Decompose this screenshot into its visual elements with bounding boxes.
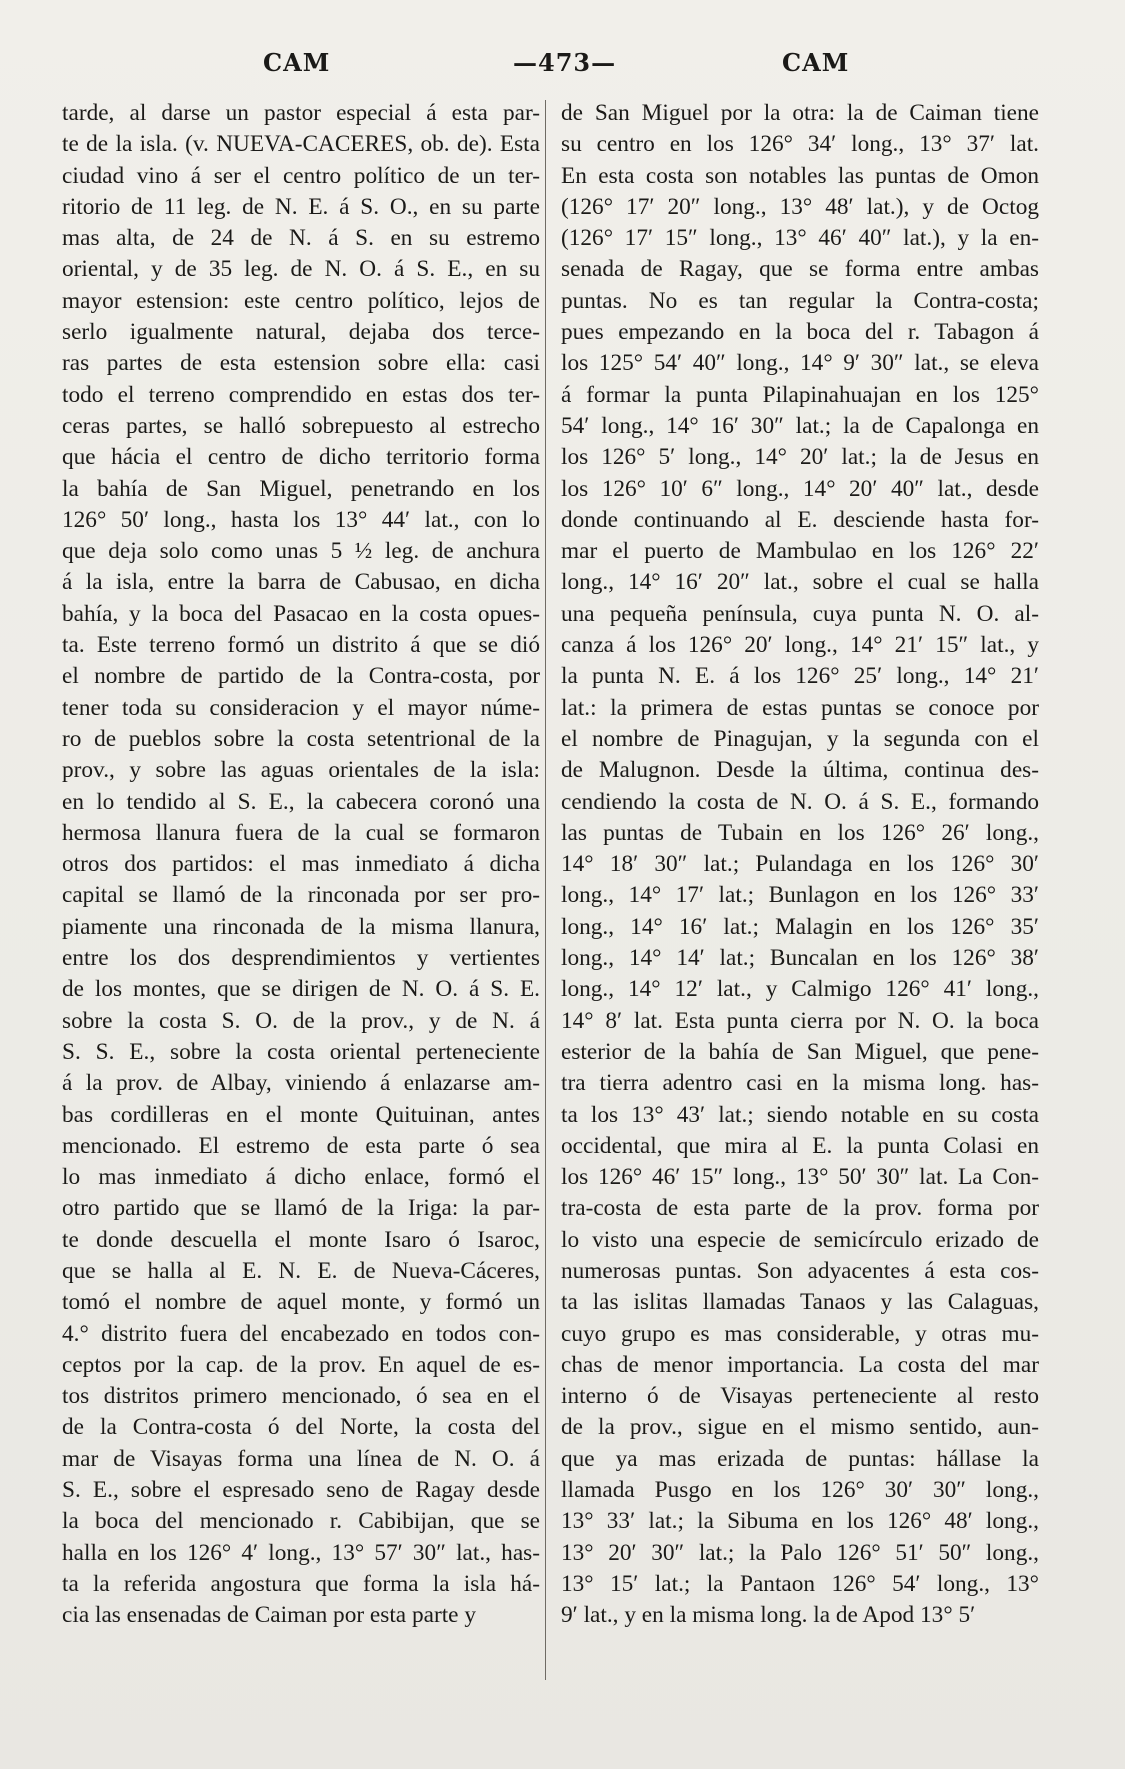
text-line: de Malugnon. Desde la última, continua des- <box>561 757 1039 784</box>
text-line: otros dos partidos: el mas inmediato á dicha <box>62 851 540 878</box>
text-line: mas alta, de 24 de N. á S. en su estremo <box>62 225 540 252</box>
text-line: S. S. E., sobre la costa oriental perteneciente <box>62 1038 540 1065</box>
text-line: todo el terreno comprendido en estas dos ter- <box>62 381 540 408</box>
text-line: ta. Este terreno formó un distrito á que se dió <box>62 632 540 659</box>
text-line: tomó el nombre de aquel monte, y formó un <box>62 1289 540 1316</box>
text-line: que ya mas erizada de puntas: hállase la <box>561 1445 1039 1472</box>
text-line: 14° 18′ 30″ lat.; Pulandaga en los 126° 30′ <box>561 851 1039 878</box>
right-text-column <box>561 98 1039 1632</box>
page-header <box>0 48 1125 88</box>
left-text-column <box>62 98 540 1632</box>
text-line: los 126° 46′ 15″ long., 13° 50′ 30″ lat. La Con- <box>561 1164 1039 1191</box>
text-line: 14° 8′ lat. Esta punta cierra por N. O. la boca <box>561 1007 1039 1034</box>
text-line: long., 14° 17′ lat.; Bunlagon en los 126° 33′ <box>561 882 1039 909</box>
text-line: donde continuando al E. desciende hasta for- <box>561 506 1039 533</box>
text-line: ceptos por la cap. de la prov. En aquel de es- <box>62 1351 540 1378</box>
text-line: cendiendo la costa de N. O. á S. E., formando <box>561 788 1039 815</box>
text-line: el nombre de partido de la Contra-costa, por <box>62 663 540 690</box>
text-line: 126° 50′ long., hasta los 13° 44′ lat., con lo <box>62 506 540 533</box>
text-line: mar el puerto de Mambulao en los 126° 22′ <box>561 538 1039 565</box>
text-line: de la prov., sigue en el mismo sentido, aun- <box>561 1414 1039 1441</box>
text-line: puntas. No es tan regular la Contra-costa; <box>561 287 1039 314</box>
text-line: ciudad vino á ser el centro político de un ter- <box>62 162 540 189</box>
text-line: chas de menor importancia. La costa del mar <box>561 1351 1039 1378</box>
text-line: oriental, y de 35 leg. de N. O. á S. E., en su <box>62 256 540 283</box>
text-line: que hácia el centro de dicho territorio forma <box>62 444 540 471</box>
text-line: long., 14° 16′ lat.; Malagin en los 126° 35′ <box>561 913 1039 940</box>
text-line: (126° 17′ 15″ long., 13° 46′ 40″ lat.), y la en- <box>561 225 1039 252</box>
text-line: bas cordilleras en el monte Quituinan, antes <box>62 1101 540 1128</box>
text-line: tra tierra adentro casi en la misma long. has- <box>561 1070 1039 1097</box>
text-line: una pequeña península, cuya punta N. O. al- <box>561 600 1039 627</box>
text-line: mayor estension: este centro político, lejos de <box>62 287 540 314</box>
text-line: otro partido que se llamó de la Iriga: la par- <box>62 1195 540 1222</box>
text-line: long., 14° 16′ 20″ lat., sobre el cual se halla <box>561 569 1039 596</box>
text-line: occidental, que mira al E. la punta Colasi en <box>561 1132 1039 1159</box>
text-line: 4.° distrito fuera del encabezado en todos con- <box>62 1320 540 1347</box>
text-line: de la Contra-costa ó del Norte, la costa del <box>62 1414 540 1441</box>
text-line: ras partes de esta estension sobre ella: casi <box>62 350 540 377</box>
text-line: entre los dos desprendimientos y vertientes <box>62 945 540 972</box>
text-line: tarde, al darse un pastor especial á esta par- <box>62 100 540 126</box>
text-line: ta los 13° 43′ lat.; siendo notable en su costa <box>561 1101 1039 1128</box>
text-line: á la prov. de Albay, viniendo á enlazarse am- <box>62 1070 540 1097</box>
text-line: la bahía de San Miguel, penetrando en los <box>62 475 540 502</box>
text-line: de los montes, que se dirigen de N. O. á S. E. <box>62 976 540 1003</box>
text-line: cia las ensenadas de Caiman por esta parte y <box>62 1602 476 1629</box>
text-line: ta las islitas llamadas Tanaos y las Calaguas, <box>561 1289 1039 1316</box>
text-line: ritorio de 11 leg. de N. E. á S. O., en su parte <box>62 193 540 220</box>
text-line: interno ó de Visayas perteneciente al resto <box>561 1383 1039 1410</box>
text-line: 13° 33′ lat.; la Sibuma en los 126° 48′ long., <box>561 1508 1039 1535</box>
text-line: long., 14° 12′ lat., y Calmigo 126° 41′ long., <box>561 976 1039 1003</box>
text-line: la punta N. E. á los 126° 25′ long., 14° 21′ <box>561 663 1039 690</box>
text-line: halla en los 126° 4′ long., 13° 57′ 30″ lat., has- <box>62 1539 540 1566</box>
text-line: esterior de la bahía de San Miguel, que pene- <box>561 1038 1039 1065</box>
text-line: 9′ lat., y en la misma long. la de Apod 13° 5′ <box>561 1602 976 1629</box>
text-line: ceras partes, se halló sobrepuesto al estrecho <box>62 412 540 439</box>
text-line: ta la referida angostura que forma la isla há- <box>62 1570 540 1597</box>
text-line: ro de pueblos sobre la costa setentrional de la <box>62 725 540 752</box>
text-line: 13° 20′ 30″ lat.; la Palo 126° 51′ 50″ long., <box>561 1539 1039 1566</box>
text-line: 54′ long., 14° 16′ 30″ lat.; la de Capalonga en <box>561 412 1039 439</box>
text-line: canza á los 126° 20′ long., 14° 21′ 15″ lat., y <box>561 632 1039 659</box>
text-line: los 126° 5′ long., 14° 20′ lat.; la de Jesus en <box>561 444 1039 471</box>
text-line: de San Miguel por la otra: la de Caiman tiene <box>561 100 1039 126</box>
text-line: S. E., sobre el espresado seno de Ragay desde <box>62 1477 540 1504</box>
text-line: la boca del mencionado r. Cabibijan, que se <box>62 1508 540 1535</box>
text-line: á la isla, entre la barra de Cabusao, en dicha <box>62 569 540 596</box>
text-line: te donde descuella el monte Isaro ó Isaroc, <box>62 1226 540 1253</box>
text-line: tra-costa de esta parte de la prov. forma por <box>561 1195 1039 1222</box>
text-line: cuyo grupo es mas considerable, y otras mu- <box>561 1320 1039 1347</box>
text-line: bahía, y la boca del Pasacao en la costa opues- <box>62 600 540 627</box>
text-line: los 125° 54′ 40″ long., 14° 9′ 30″ lat., se eleva <box>561 350 1039 377</box>
text-line: las puntas de Tubain en los 126° 26′ long., <box>561 819 1039 846</box>
text-line: long., 14° 14′ lat.; Buncalan en los 126° 38′ <box>561 945 1039 972</box>
text-line: numerosas puntas. Son adyacentes á esta cos- <box>561 1257 1039 1284</box>
header-left-keyword: CAM <box>263 48 331 77</box>
text-line: los 126° 10′ 6″ long., 14° 20′ 40″ lat., desde <box>561 475 1039 502</box>
text-line: que se halla al E. N. E. de Nueva-Cáceres, <box>62 1257 540 1284</box>
text-line: el nombre de Pinagujan, y la segunda con el <box>561 725 1039 752</box>
column-divider <box>545 100 546 1680</box>
text-line: En esta costa son notables las puntas de Omon <box>561 162 1039 189</box>
text-line: 13° 15′ lat.; la Pantaon 126° 54′ long., 13° <box>561 1570 1039 1597</box>
text-line: hermosa llanura fuera de la cual se formaron <box>62 819 540 846</box>
text-line: lat.: la primera de estas puntas se conoce por <box>561 694 1039 721</box>
text-line: serlo igualmente natural, dejaba dos terce- <box>62 319 540 346</box>
text-line: tos distritos primero mencionado, ó sea en el <box>62 1383 540 1410</box>
header-right-keyword: CAM <box>782 48 850 77</box>
text-line: tener toda su consideracion y el mayor núme- <box>62 694 540 721</box>
text-line: sobre la costa S. O. de la prov., y de N. á <box>62 1007 540 1034</box>
page-number: —473— <box>513 48 617 77</box>
text-line: su centro en los 126° 34′ long., 13° 37′ lat. <box>561 131 1039 158</box>
text-line: senada de Ragay, que se forma entre ambas <box>561 256 1039 283</box>
text-line: llamada Pusgo en los 126° 30′ 30″ long., <box>561 1477 1039 1504</box>
text-line: piamente una rinconada de la misma llanura, <box>62 913 540 940</box>
text-line: (126° 17′ 20″ long., 13° 48′ lat.), y de Octog <box>561 193 1039 220</box>
text-line: en lo tendido al S. E., la cabecera coronó una <box>62 788 540 815</box>
text-line: capital se llamó de la rinconada por ser pro- <box>62 882 540 909</box>
text-line: pues empezando en la boca del r. Tabagon á <box>561 319 1039 346</box>
text-line: te de la isla. (v. NUEVA-CACERES, ob. de). Esta <box>62 131 540 158</box>
text-line: prov., y sobre las aguas orientales de la isla: <box>62 757 540 784</box>
text-line: mencionado. El estremo de esta parte ó sea <box>62 1132 540 1159</box>
text-line: lo visto una especie de semicírculo erizado de <box>561 1226 1039 1253</box>
text-line: lo mas inmediato á dicho enlace, formó el <box>62 1164 540 1191</box>
text-line: mar de Visayas forma una línea de N. O. á <box>62 1445 540 1472</box>
text-line: á formar la punta Pilapinahuajan en los 125° <box>561 381 1039 408</box>
text-line: que deja solo como unas 5 ½ leg. de anchura <box>62 538 540 565</box>
